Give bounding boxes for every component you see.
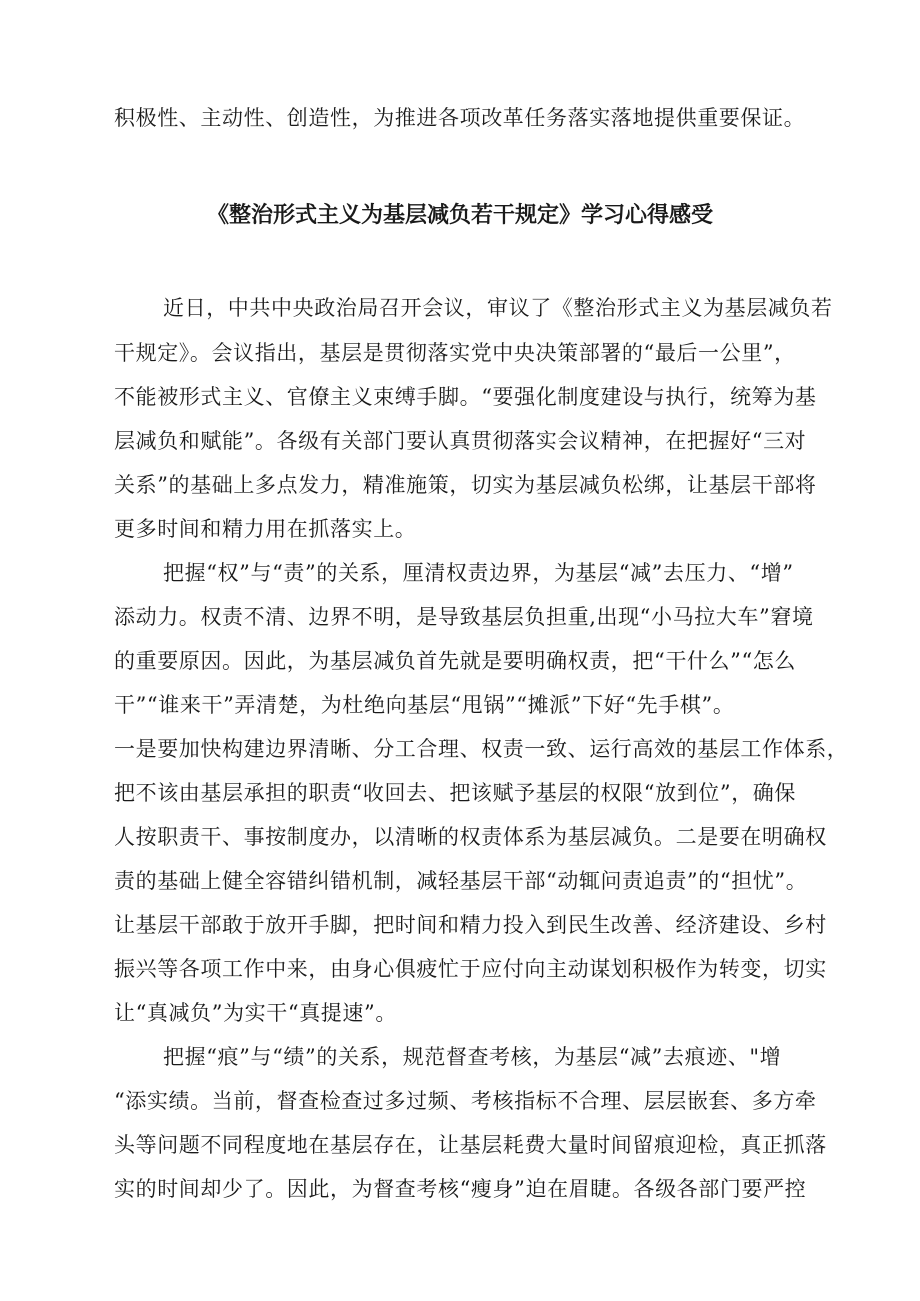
paragraph-line: 不能被形式主义、官僚主义束缚手脚。“要强化制度建设与执行，统筹为基 [114, 385, 817, 409]
paragraph-line: 头等问题不同程度地在基层存在，让基层耗费大量时间留痕迎检，真正抓落 [114, 1133, 827, 1157]
document-title: 《整治形式主义为基层减负若干规定》学习心得感受 [206, 203, 713, 228]
paragraph-line: 让“真减负”为实干“真提速”。 [114, 1001, 397, 1025]
paragraph-line: 的重要原因。因此，为基层减负首先就是要明确权责，把“干什么”“怎么 [114, 649, 797, 673]
paragraph-line: 一是要加快构建边界清晰、分工合理、权责一致、运行高效的基层工作体系， [114, 737, 849, 761]
paragraph-line: 添动力。权责不清、边界不明，是导致基层负担重,出现“小马拉大车”窘境 [114, 605, 814, 629]
paragraph-line: 把握“权”与“责”的关系，厘清权责边界，为基层“减”去压力、“增” [163, 561, 794, 585]
paragraph-line: 人按职责干、事按制度办，以清晰的权责体系为基层减负。二是要在明确权 [114, 825, 827, 849]
carryover-line: 积极性、主动性、创造性，为推进各项改革任务落实落地提供重要保证。 [114, 106, 806, 130]
paragraph-line: 把握“痕”与“绩”的关系，规范督查考核，为基层“减”去痕迹、"增 [163, 1045, 782, 1069]
paragraph-line: 让基层干部敢于放开手脚，把时间和精力投入到民生改善、经济建设、乡村 [114, 913, 827, 937]
paragraph-line: 责的基础上健全容错纠错机制，减轻基层干部“动辄问责追责”的“担忧”。 [114, 869, 808, 893]
paragraph-line: 干规定》。会议指出，基层是贯彻落实党中央决策部署的“最后一公里”， [114, 341, 796, 365]
paragraph-line: 近日，中共中央政治局召开会议，审议了《整治形式主义为基层减负若 [163, 296, 833, 320]
paragraph-line: “添实绩。当前，督查检查过多过频、考核指标不合理、层层嵌套、多方牵 [114, 1089, 817, 1113]
paragraph-line: 干”“谁来干”弄清楚，为杜绝向基层“甩锅”“摊派”下好“先手棋”。 [114, 693, 735, 717]
paragraph-line: 关系”的基础上多点发力，精准施策，切实为基层减负松绑，让基层干部将 [114, 473, 817, 497]
paragraph-line: 实的时间却少了。因此，为督查考核“瘦身”迫在眉睫。各级各部门要严控 [114, 1177, 807, 1201]
paragraph-line: 把不该由基层承担的职责“收回去、把该赋予基层的权限“放到位”，确保 [114, 781, 797, 805]
paragraph-line: 更多时间和精力用在抓落实上。 [114, 517, 417, 541]
paragraph-line: 层减负和赋能”。各级有关部门要认真贯彻落实会议精神，在把握好“三对 [114, 429, 807, 453]
paragraph-line: 振兴等各项工作中来，由身心俱疲忙于应付向主动谋划积极作为转变，切实 [114, 957, 827, 981]
